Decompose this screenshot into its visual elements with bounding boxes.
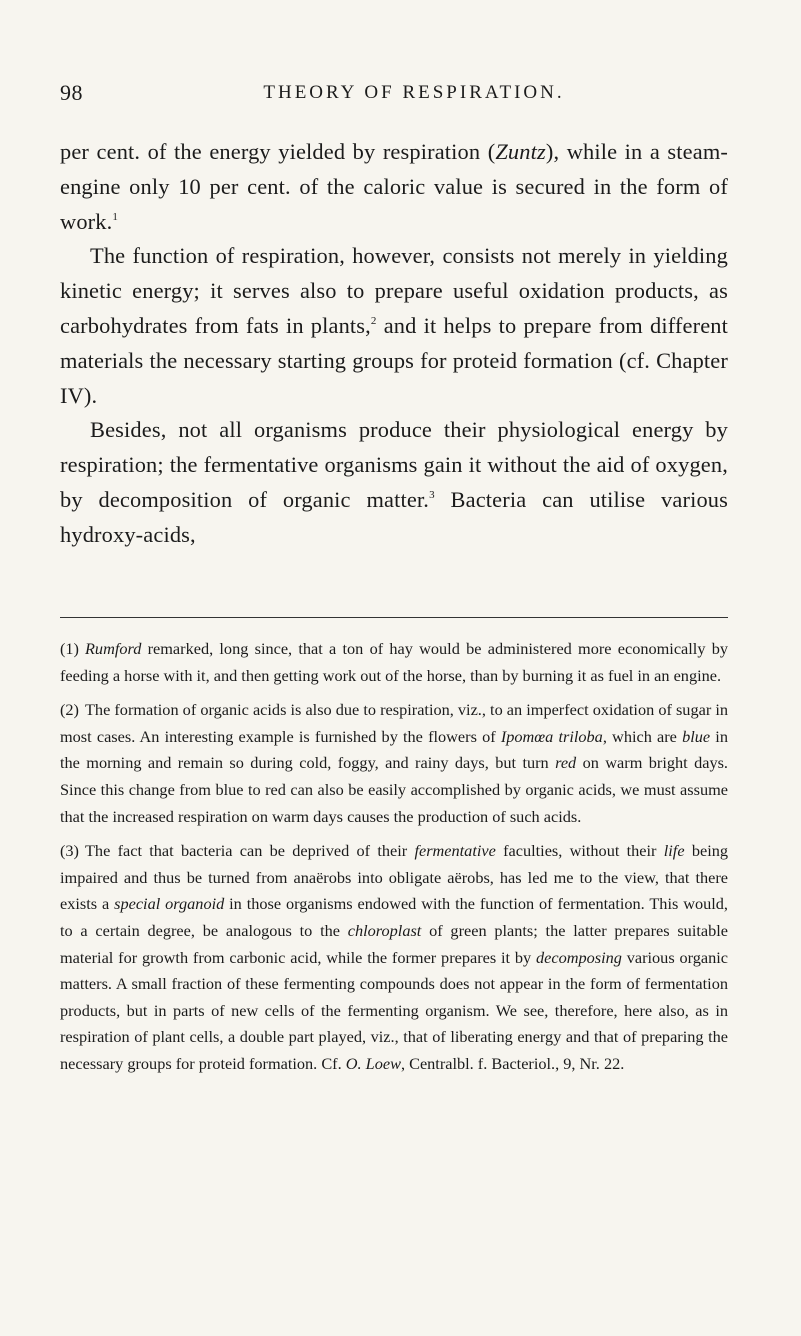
footnote-3: (3) The fact that bacteria can be deprived of their fermentative faculties, without their life being impaired and thus be turned from anaërobs into obligate aërobs, has led me to the view, that there exists a special organoid in those organisms endowed with the function of fermentation. This would, to a certain degree, be analogous to the chloroplast of green plants; the latter prepares suitable material for growth from carbonic acid, while the former prepares it by decomposing various organic matters. A small fraction of these fermenting compounds does not appear in the form of fermentation products, but in parts of new cells of the fermenting organism. We see, therefore, here also, as in respiration of plant cells, a double part played, viz., that of liberating energy and that of preparing the necessary groups for proteid formation. Cf. O. Loew, Centralbl. f. Bacteriol., 9, Nr. 22. xyxy=(60,841,728,1073)
main-text xyxy=(60,135,728,553)
footnote-ref-1: 1 xyxy=(112,210,119,223)
footnote-divider xyxy=(60,617,728,618)
running-head: THEORY OF RESPIRATION. xyxy=(263,82,565,103)
paragraph-1: per cent. of the energy yielded by respiration (Zuntz), while in a steam-engine only 10 per cent. of the caloric value is secured in the form of work.$^1$ xyxy=(60,139,729,234)
footnote-ref-2: 2 xyxy=(370,314,377,327)
page-header xyxy=(60,80,728,110)
footnotes xyxy=(60,636,728,1086)
page-number: 98 xyxy=(60,80,83,105)
footnote-ref-3: 3 xyxy=(429,488,435,501)
author-zuntz: Zuntz xyxy=(495,139,546,164)
paragraph-2: The function of respiration, however, consists not merely in yielding kinetic energy; it serves also to prepare useful oxidation products, as carbohydrates from fats in plants,$^2$ and it helps to prepare from different materials the necessary starting groups for proteid formation (cf. Chapter IV). xyxy=(60,243,728,408)
paragraph-3: Besides, not all organisms produce their physiological energy by respiration; the fermentative organisms gain it without the aid of oxygen, by decomposition of organic matter.$^3$ Bacteria can utilise various hydroxy-acids, xyxy=(60,417,729,547)
footnote-2: (2) The formation of organic acids is also due to respiration, viz., to an imperfect oxidation of sugar in most cases. An interesting example is furnished by the flowers of Ipomœa triloba, which are blue in the morning and remain so during cold, foggy, and rainy days, but turn red on warm bright days. Since this change from blue to red can also be easily accomplished by organic acids, we must assume that the increased respiration on warm days causes the production of such acids. xyxy=(60,700,728,826)
footnote-1: (1) Rumford remarked, long since, that a ton of hay would be administered more economically by feeding a horse with it, and then getting work out of the horse, than by burning it as fuel in an engine. xyxy=(60,639,728,685)
